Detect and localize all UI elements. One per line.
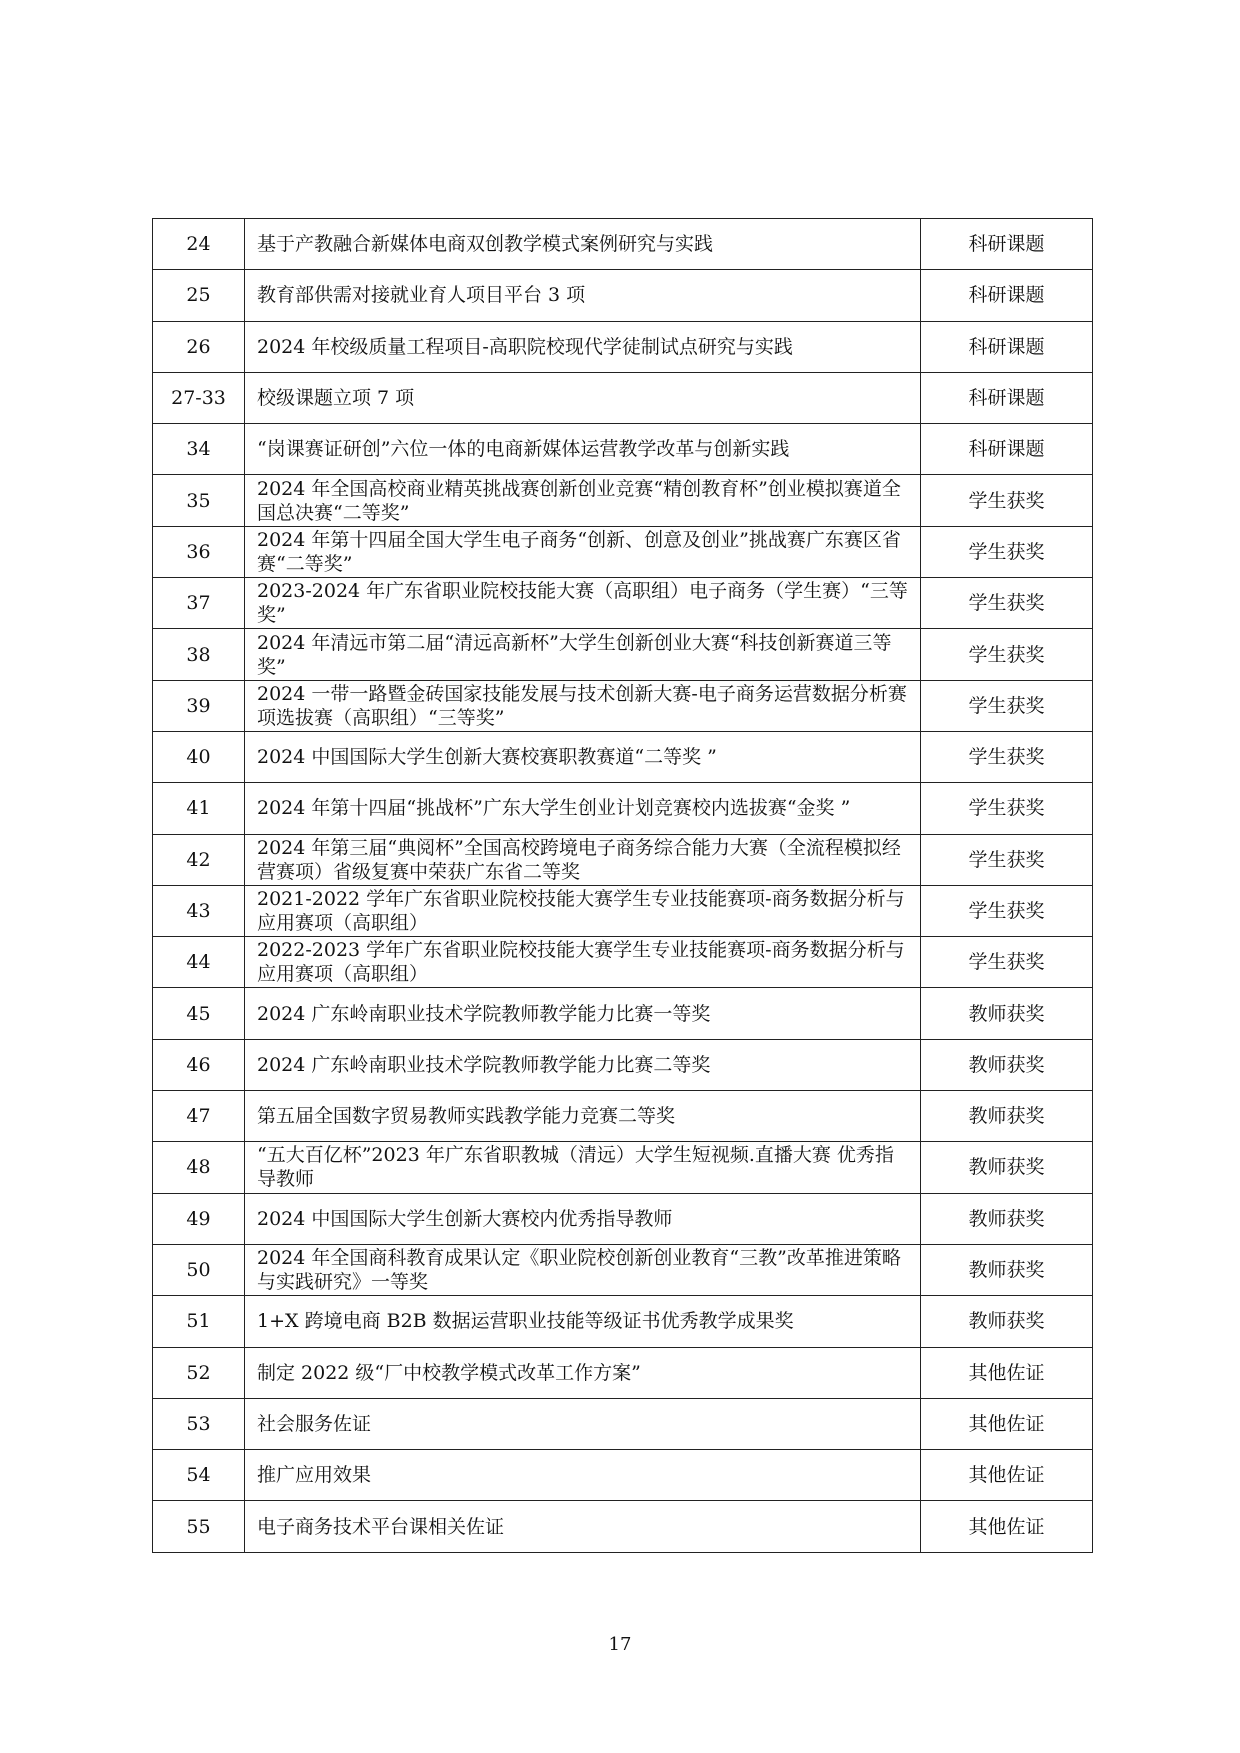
row-category: 科研课题 xyxy=(921,321,1093,372)
row-title: 2024 年校级质量工程项目-高职院校现代学徒制试点研究与实践 xyxy=(245,321,921,372)
table-row xyxy=(153,629,1093,680)
row-title: 2023-2024 年广东省职业院校技能大赛（高职组）电子商务（学生赛）“三等奖” xyxy=(245,578,921,629)
row-category: 学生获奖 xyxy=(921,937,1093,988)
row-title: 2021-2022 学年广东省职业院校技能大赛学生专业技能赛项-商务数据分析与应用赛项（高职组） xyxy=(245,885,921,936)
table-row xyxy=(153,1091,1093,1142)
row-title: 2024 年第三届“典阅杯”全国高校跨境电子商务综合能力大赛（全流程模拟经营赛项）省级复赛中荣获广东省二等奖 xyxy=(245,834,921,885)
table-row xyxy=(153,1193,1093,1244)
row-title: 社会服务佐证 xyxy=(245,1398,921,1449)
table-row xyxy=(153,1398,1093,1449)
row-category: 科研课题 xyxy=(921,270,1093,321)
row-title: 2022-2023 学年广东省职业院校技能大赛学生专业技能赛项-商务数据分析与应用赛项（高职组） xyxy=(245,937,921,988)
table-row xyxy=(153,731,1093,782)
row-category: 教师获奖 xyxy=(921,988,1093,1039)
row-title: 2024 中国国际大学生创新大赛校赛职教赛道“二等奖 ” xyxy=(245,731,921,782)
row-title: 2024 年第十四届“挑战杯”广东大学生创业计划竞赛校内选拔赛“金奖 ” xyxy=(245,783,921,834)
table-row xyxy=(153,372,1093,423)
table-row xyxy=(153,680,1093,731)
row-category: 学生获奖 xyxy=(921,475,1093,526)
table-row xyxy=(153,1501,1093,1552)
row-category: 教师获奖 xyxy=(921,1091,1093,1142)
row-category: 其他佐证 xyxy=(921,1347,1093,1398)
row-category: 教师获奖 xyxy=(921,1039,1093,1090)
table-row xyxy=(153,1347,1093,1398)
row-number: 39 xyxy=(153,680,245,731)
row-category: 学生获奖 xyxy=(921,885,1093,936)
table-body xyxy=(153,219,1093,1553)
row-category: 教师获奖 xyxy=(921,1193,1093,1244)
row-category: 学生获奖 xyxy=(921,731,1093,782)
row-title: 2024 广东岭南职业技术学院教师教学能力比赛一等奖 xyxy=(245,988,921,1039)
row-title: 2024 中国国际大学生创新大赛校内优秀指导教师 xyxy=(245,1193,921,1244)
row-category: 教师获奖 xyxy=(921,1244,1093,1295)
table-row xyxy=(153,937,1093,988)
row-title: 推广应用效果 xyxy=(245,1450,921,1501)
row-number: 37 xyxy=(153,578,245,629)
row-category: 教师获奖 xyxy=(921,1296,1093,1347)
row-number: 49 xyxy=(153,1193,245,1244)
table-row xyxy=(153,219,1093,270)
row-number: 41 xyxy=(153,783,245,834)
row-number: 47 xyxy=(153,1091,245,1142)
table-row xyxy=(153,1039,1093,1090)
row-category: 科研课题 xyxy=(921,424,1093,475)
table-row xyxy=(153,885,1093,936)
row-category: 其他佐证 xyxy=(921,1398,1093,1449)
row-number: 24 xyxy=(153,219,245,270)
row-number: 54 xyxy=(153,1450,245,1501)
table-row xyxy=(153,1296,1093,1347)
row-number: 53 xyxy=(153,1398,245,1449)
row-title: 2024 广东岭南职业技术学院教师教学能力比赛二等奖 xyxy=(245,1039,921,1090)
table-row xyxy=(153,475,1093,526)
row-title: 教育部供需对接就业育人项目平台 3 项 xyxy=(245,270,921,321)
table-row xyxy=(153,834,1093,885)
row-category: 学生获奖 xyxy=(921,629,1093,680)
row-number: 52 xyxy=(153,1347,245,1398)
row-category: 其他佐证 xyxy=(921,1501,1093,1552)
row-category: 学生获奖 xyxy=(921,834,1093,885)
row-category: 学生获奖 xyxy=(921,783,1093,834)
table-row xyxy=(153,578,1093,629)
row-number: 44 xyxy=(153,937,245,988)
row-title: “岗课赛证研创”六位一体的电商新媒体运营教学改革与创新实践 xyxy=(245,424,921,475)
row-number: 34 xyxy=(153,424,245,475)
row-category: 学生获奖 xyxy=(921,680,1093,731)
row-category: 科研课题 xyxy=(921,219,1093,270)
row-category: 科研课题 xyxy=(921,372,1093,423)
row-number: 50 xyxy=(153,1244,245,1295)
table-row xyxy=(153,424,1093,475)
row-category: 其他佐证 xyxy=(921,1450,1093,1501)
row-number: 36 xyxy=(153,526,245,577)
row-title: 2024 年全国商科教育成果认定《职业院校创新创业教育“三教”改革推进策略与实践研究》一等奖 xyxy=(245,1244,921,1295)
row-number: 51 xyxy=(153,1296,245,1347)
row-number: 38 xyxy=(153,629,245,680)
row-number: 55 xyxy=(153,1501,245,1552)
row-number: 45 xyxy=(153,988,245,1039)
row-title: 2024 一带一路暨金砖国家技能发展与技术创新大赛-电子商务运营数据分析赛项选拔赛（高职组）“三等奖” xyxy=(245,680,921,731)
table-row xyxy=(153,270,1093,321)
row-title: “五大百亿杯”2023 年广东省职教城（清远）大学生短视频.直播大赛 优秀指导教师 xyxy=(245,1142,921,1193)
row-number: 27-33 xyxy=(153,372,245,423)
row-number: 35 xyxy=(153,475,245,526)
table-row xyxy=(153,526,1093,577)
row-number: 40 xyxy=(153,731,245,782)
row-category: 学生获奖 xyxy=(921,578,1093,629)
row-title: 2024 年清远市第二届“清远高新杯”大学生创新创业大赛“科技创新赛道三等奖” xyxy=(245,629,921,680)
row-title: 校级课题立项 7 项 xyxy=(245,372,921,423)
row-title: 基于产教融合新媒体电商双创教学模式案例研究与实践 xyxy=(245,219,921,270)
row-number: 42 xyxy=(153,834,245,885)
row-number: 46 xyxy=(153,1039,245,1090)
table-row xyxy=(153,988,1093,1039)
row-title: 第五届全国数字贸易教师实践教学能力竞赛二等奖 xyxy=(245,1091,921,1142)
row-number: 43 xyxy=(153,885,245,936)
row-category: 教师获奖 xyxy=(921,1142,1093,1193)
row-title: 1+X 跨境电商 B2B 数据运营职业技能等级证书优秀教学成果奖 xyxy=(245,1296,921,1347)
page-number: 17 xyxy=(608,1634,632,1655)
row-title: 电子商务技术平台课相关佐证 xyxy=(245,1501,921,1552)
table-row xyxy=(153,1142,1093,1193)
table-row xyxy=(153,321,1093,372)
row-number: 26 xyxy=(153,321,245,372)
row-category: 学生获奖 xyxy=(921,526,1093,577)
row-title: 2024 年全国高校商业精英挑战赛创新创业竞赛“精创教育杯”创业模拟赛道全国总决赛“二等奖” xyxy=(245,475,921,526)
row-title: 2024 年第十四届全国大学生电子商务“创新、创意及创业”挑战赛广东赛区省赛“二等奖” xyxy=(245,526,921,577)
row-number: 25 xyxy=(153,270,245,321)
row-number: 48 xyxy=(153,1142,245,1193)
row-title: 制定 2022 级“厂中校教学模式改革工作方案” xyxy=(245,1347,921,1398)
achievements-table xyxy=(152,218,1093,1553)
table-row xyxy=(153,1244,1093,1295)
table-row xyxy=(153,1450,1093,1501)
table-row xyxy=(153,783,1093,834)
